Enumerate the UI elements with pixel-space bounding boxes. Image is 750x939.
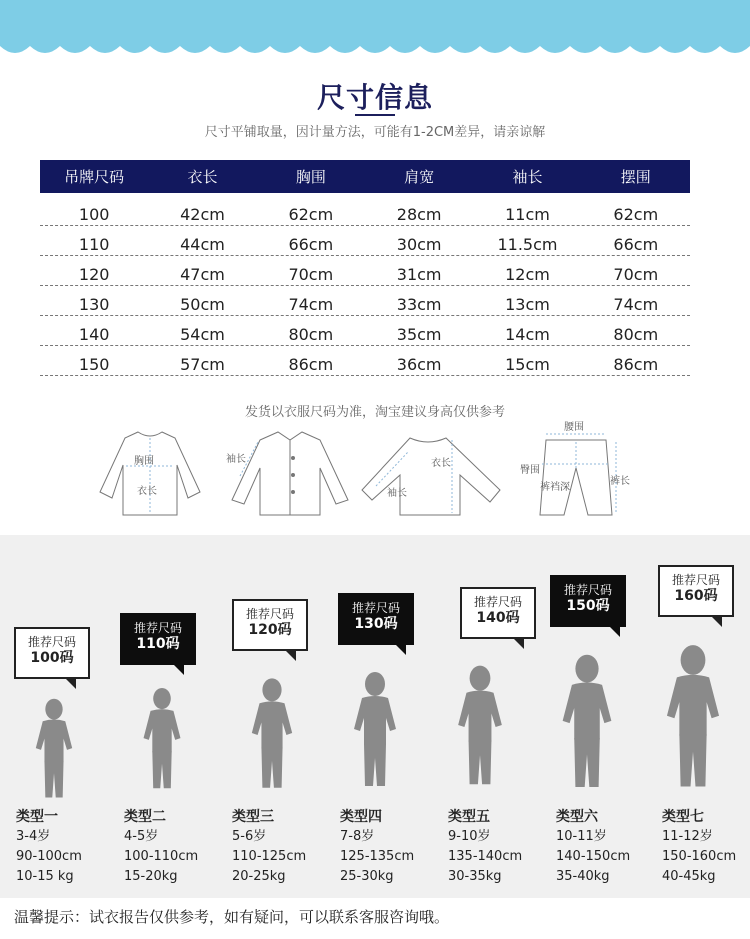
title-underline: [355, 114, 395, 116]
page-title: 尺寸信息: [316, 81, 433, 114]
kid-type: 类型四: [340, 809, 382, 825]
kid-card-type-5: [442, 535, 550, 898]
kid-info: [448, 807, 522, 887]
kid-card-type-3: [226, 535, 334, 898]
bubble-tail: [512, 637, 524, 649]
bubble-tail: [64, 677, 76, 689]
table-cell: 33cm: [396, 295, 442, 314]
kid-height: 110-125cm: [232, 849, 307, 864]
kid-height: 90-100cm: [16, 849, 82, 864]
kid-weight: 15-20kg: [124, 869, 178, 884]
table-row: [40, 196, 690, 226]
kid-weight: 40-45kg: [662, 869, 716, 884]
table-cell: 80cm: [288, 325, 334, 344]
table-cell: 12cm: [505, 265, 550, 284]
kid-type: 类型五: [448, 809, 490, 825]
kid-card-type-7: [656, 535, 750, 898]
kid-age: 4-5岁: [124, 829, 159, 844]
child-silhouette-icon: [662, 637, 724, 797]
bubble-size: 110码: [136, 636, 180, 652]
kid-age: 9-10岁: [448, 829, 491, 844]
table-cell: 86cm: [288, 355, 334, 374]
kid-type: 类型六: [556, 809, 598, 825]
kid-info: [16, 807, 82, 887]
header-length: 衣长: [187, 168, 218, 186]
table-cell: 14cm: [505, 325, 550, 344]
table-cell: 62cm: [613, 205, 659, 224]
recommend-bubble: [550, 575, 626, 627]
recommend-bubble: [120, 613, 196, 665]
table-cell: 31cm: [396, 265, 442, 284]
kid-info: [556, 807, 630, 887]
table-cell: 36cm: [396, 355, 442, 374]
kid-age: 3-4岁: [16, 829, 51, 844]
bubble-label: 推荐尺码: [563, 583, 612, 597]
bubble-label: 推荐尺码: [671, 573, 720, 587]
child-silhouette-icon: [248, 671, 296, 797]
table-cell: 74cm: [613, 295, 659, 314]
child-silhouette-icon: [32, 697, 76, 801]
bubble-tail: [172, 663, 184, 675]
pants-diagram: [540, 434, 616, 515]
label-hip: 臀围: [520, 465, 540, 476]
table-cell: 50cm: [180, 295, 225, 314]
footer-tip: 温馨提示：试衣报告仅供参考，如有疑问，可以联系客服咨询哦。: [14, 908, 450, 926]
table-cell: 150: [78, 355, 110, 374]
header-shoulder: 肩宽: [404, 168, 435, 186]
kid-weight: 10-15 kg: [16, 869, 74, 884]
table-cell: 100: [78, 205, 110, 224]
table-cell: 13cm: [505, 295, 550, 314]
table-cell: 11cm: [505, 205, 550, 224]
page-subtitle: 尺寸平铺取量，因计量方法，可能有1-2CM差异，请亲谅解: [204, 125, 546, 140]
kid-card-type-6: [550, 535, 658, 898]
kid-type: 类型七: [662, 809, 704, 825]
bubble-label: 推荐尺码: [351, 601, 400, 615]
child-silhouette-icon: [140, 681, 184, 797]
label-chest: 胸围: [134, 456, 154, 467]
bubble-size: 140码: [476, 610, 520, 626]
kid-weight: 25-30kg: [340, 869, 394, 884]
table-cell: 57cm: [180, 355, 225, 374]
table-row: [40, 226, 690, 256]
bubble-tail: [284, 649, 296, 661]
kid-height: 140-150cm: [556, 849, 631, 864]
table-cell: 15cm: [505, 355, 550, 374]
table-cell: 62cm: [288, 205, 334, 224]
bubble-tail: [710, 615, 722, 627]
kid-height: 135-140cm: [448, 849, 523, 864]
kid-type: 类型一: [16, 809, 58, 825]
table-row: [40, 346, 690, 376]
kid-weight: 35-40kg: [556, 869, 610, 884]
table-row: [40, 286, 690, 316]
bubble-tail: [608, 625, 620, 637]
table-cell: 30cm: [396, 235, 442, 254]
label-sleeve-2: 袖长: [387, 488, 407, 499]
kid-age: 10-11岁: [556, 829, 607, 844]
tshirt-diagram: [100, 432, 200, 515]
table-row: [40, 316, 690, 346]
bubble-size: 100码: [30, 650, 74, 666]
table-cell: 80cm: [613, 325, 659, 344]
bubble-label: 推荐尺码: [245, 607, 294, 621]
label-length-2: 衣长: [431, 458, 451, 469]
bubble-size: 150码: [566, 598, 610, 614]
kid-age: 5-6岁: [232, 829, 267, 844]
bubble-size: 160码: [674, 588, 718, 604]
bubble-tail: [394, 643, 406, 655]
kid-height: 150-160cm: [662, 849, 737, 864]
kid-age: 11-12岁: [662, 829, 713, 844]
measurement-diagrams: [80, 420, 640, 520]
table-cell: 35cm: [396, 325, 442, 344]
kid-card-type-4: [334, 535, 442, 898]
kid-height: 125-135cm: [340, 849, 415, 864]
header-sleeve: 袖长: [512, 168, 543, 186]
table-cell: 110: [78, 235, 110, 254]
kid-age: 7-8岁: [340, 829, 375, 844]
kid-card-type-1: [10, 535, 118, 898]
wave-banner: [0, 0, 750, 70]
child-silhouette-icon: [558, 647, 616, 797]
size-recommendation-panel: [0, 535, 750, 898]
sweater-diagram: [362, 438, 500, 515]
bubble-size: 120码: [248, 622, 292, 638]
label-pants-length: 裤长: [610, 476, 630, 487]
kid-weight: 20-25kg: [232, 869, 286, 884]
table-cell: 66cm: [288, 235, 334, 254]
measure-note: 发货以衣服尺码为准，淘宝建议身高仅供参考: [244, 405, 505, 420]
size-table: [40, 160, 690, 376]
label-length: 衣长: [137, 486, 157, 497]
table-row: [40, 256, 690, 286]
bubble-label: 推荐尺码: [133, 621, 182, 635]
table-cell: 66cm: [613, 235, 659, 254]
kid-height: 100-110cm: [124, 849, 199, 864]
table-cell: 44cm: [180, 235, 225, 254]
size-table-header: [40, 160, 690, 193]
kid-type: 类型二: [124, 809, 166, 825]
shirt-diagram: [232, 432, 348, 515]
table-cell: 42cm: [180, 205, 225, 224]
kid-info: [340, 807, 414, 887]
recommend-bubble: [14, 627, 90, 679]
table-cell: 120: [78, 265, 110, 284]
table-cell: 11.5cm: [497, 235, 558, 254]
child-silhouette-icon: [454, 655, 506, 797]
table-cell: 70cm: [613, 265, 659, 284]
table-cell: 28cm: [396, 205, 442, 224]
table-cell: 47cm: [180, 265, 225, 284]
table-cell: 140: [78, 325, 110, 344]
table-cell: 70cm: [288, 265, 334, 284]
header-chest: 胸围: [295, 168, 326, 186]
kid-info: [232, 807, 306, 887]
child-silhouette-icon: [350, 663, 400, 797]
kid-info: [124, 807, 198, 887]
label-sleeve: 袖长: [226, 454, 246, 465]
bubble-label: 推荐尺码: [27, 635, 76, 649]
kid-type: 类型三: [232, 809, 274, 825]
bubble-label: 推荐尺码: [473, 595, 522, 609]
kid-weight: 30-35kg: [448, 869, 502, 884]
recommend-bubble: [338, 593, 414, 645]
bubble-size: 130码: [354, 616, 398, 632]
table-cell: 130: [78, 295, 110, 314]
kid-card-type-2: [118, 535, 226, 898]
label-rise: 裤裆深: [540, 482, 570, 493]
header-hem: 摆围: [620, 168, 651, 186]
table-cell: 54cm: [180, 325, 225, 344]
kid-info: [662, 807, 736, 887]
recommend-bubble: [232, 599, 308, 651]
table-cell: 74cm: [288, 295, 334, 314]
recommend-bubble: [460, 587, 536, 639]
recommend-bubble: [658, 565, 734, 617]
table-cell: 86cm: [613, 355, 659, 374]
label-waist: 腰围: [564, 422, 584, 433]
header-tag-size: 吊牌尺码: [64, 168, 125, 186]
